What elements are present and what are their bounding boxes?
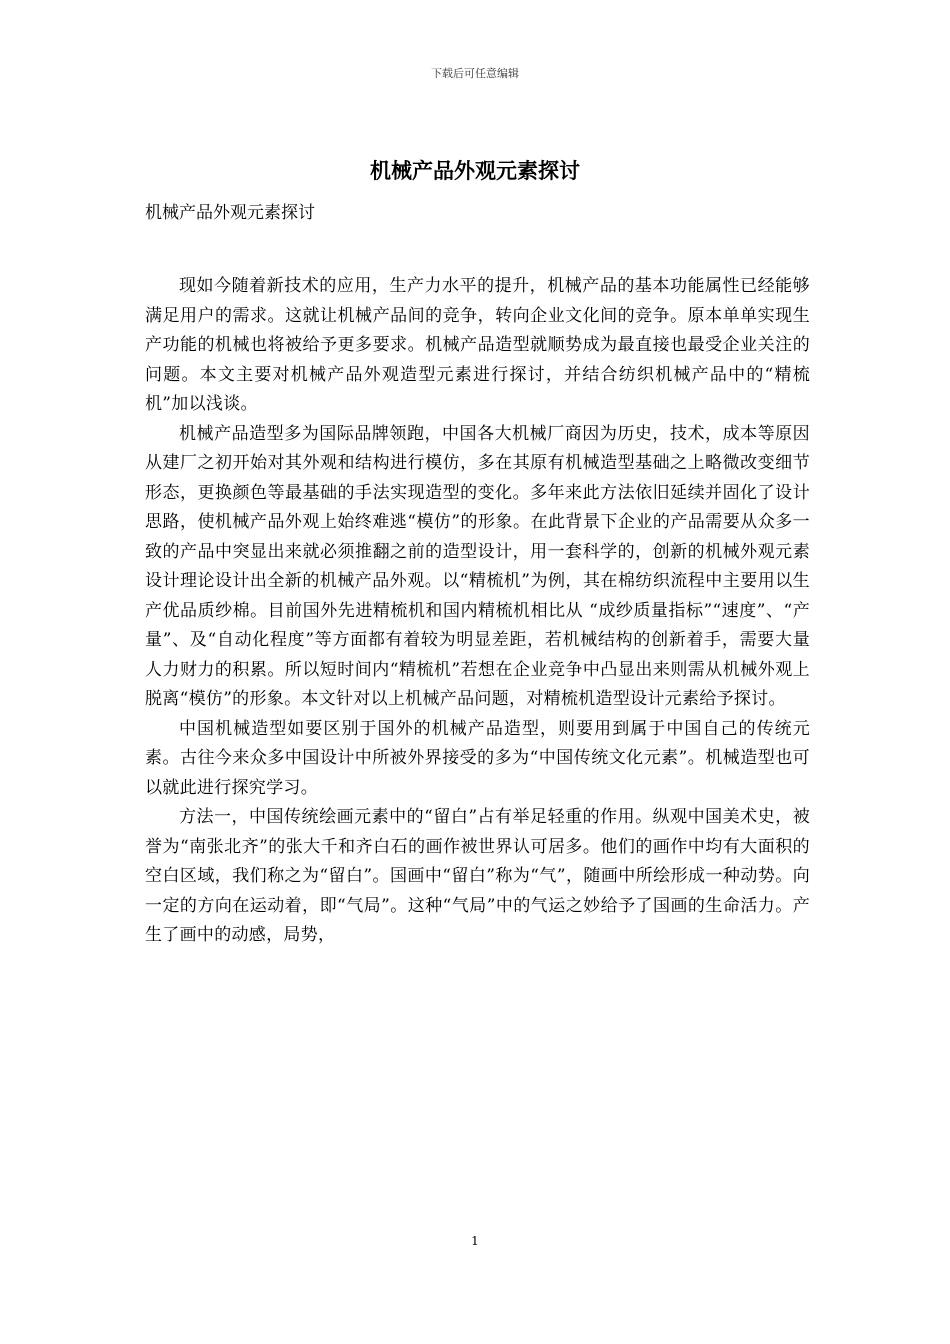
document-body: [145, 272, 810, 1202]
document-title: 机械产品外观元素探讨: [370, 158, 580, 183]
page-number: 1: [471, 1234, 479, 1248]
paragraph-3: 中国机械造型如要区别于国外的机械产品造型，则要用到属于中国自己的传统元素。古往今来众多中国设计中所被外界接受的多为“中国传统文化元素”。机械造型也可以就此进行探究学习。: [145, 718, 810, 798]
paragraph-4: 方法一，中国传统绘画元素中的“留白”占有举足轻重的作用。纵观中国美术史，被誉为“南张北齐”的张大千和齐白石的画作被世界认可居多。他们的画作中均有大面积的空白区域，我们称之为“留白”。国画中“留白”称为“气”，随画中所绘形成一种动势。向一定的方向在运动着，即“气局”。这种“气局”中的气运之妙给予了国画的生命活力。产生了画中的动感，局势，: [145, 807, 810, 945]
document-subtitle: 机械产品外观元素探讨: [145, 203, 315, 223]
paragraph-1: 现如今随着新技术的应用，生产力水平的提升，机械产品的基本功能属性已经能够满足用户的需求。这就让机械产品间的竞争，转向企业文化间的竞争。原本单单实现生产功能的机械也将被给予更多要求。机械产品造型就顺势成为最直接也最受企业关注的问题。本文主要对机械产品外观造型元素进行探讨，并结合纺织机械产品中的“精梳机”加以浅谈。: [145, 276, 810, 414]
header-note: 下载后可任意编辑: [431, 67, 519, 80]
paragraph-2: 机械产品造型多为国际品牌领跑，中国各大机械厂商因为历史，技术，成本等原因从建厂之初开始对其外观和结构进行模仿，多在其原有机械造型基础之上略微改变细节形态，更换颜色等最基础的手法实现造型的变化。多年来此方法依旧延续并固化了设计思路，使机械产品外观上始终难逃“模仿”的形象。在此背景下企业的产品需要从众多一致的产品中突显出来就必须推翻之前的造型设计，用一套科学的，创新的机械外观元素设计理论设计出全新的机械产品外观。以“精梳机”为例，其在棉纺织流程中主要用以生产优品质纱棉。目前国外先进精梳机和国内精梳机相比从 “成纱质量指标”“速度”、“产量”、及“自动化程度”等方面都有着较为明显差距，若机械结构的创新着手，需要大量人力财力的积累。所以短时间内“精梳机”若想在企业竞争中凸显出来则需从机械外观上脱离“模仿”的形象。本文针对以上机械产品问题，对精梳机造型设计元素给予探讨。: [145, 423, 810, 709]
